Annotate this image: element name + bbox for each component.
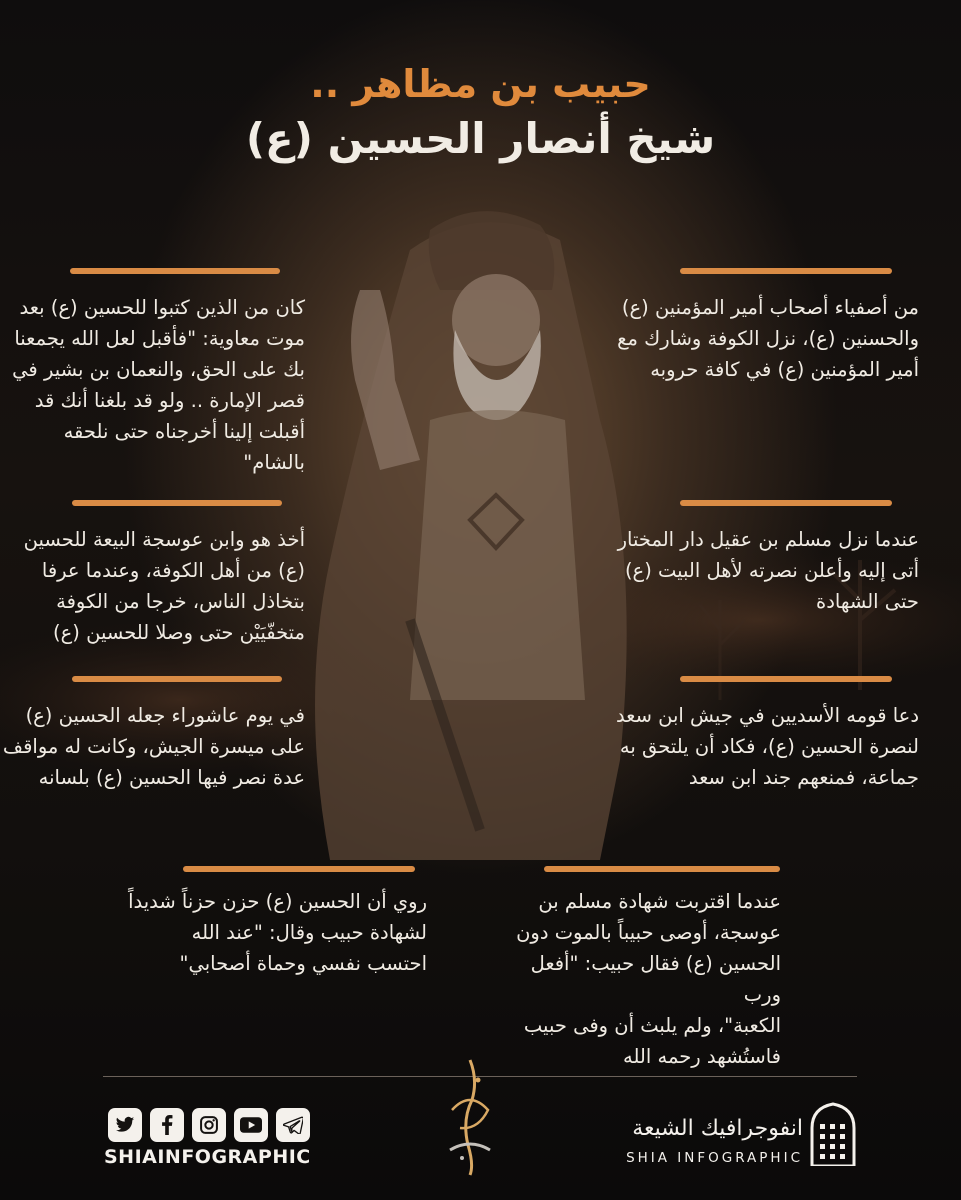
divider-left-3 (72, 676, 282, 682)
text-block-left-3: في يوم عاشوراء جعله الحسين (ع) على ميسرة الجيش، وكانت له مواقف عدة نصر فيها الحسين (ع) بلسانه (2, 704, 305, 789)
center-calligraphy-logo (438, 1050, 502, 1180)
text-block-left-1: كان من الذين كتبوا للحسين (ع) بعد موت معاوية: "فأقبل لعل الله يجمعنا بك على الحق، والنعمان بن بشير في قصر الإمارة .. ولو قد بلغنا أنك قد أقبلت إلينا أخرجناه حتى نلحقه بالشام" (12, 296, 305, 474)
text-block-right-4: عندما اقتربت شهادة مسلم بن عوسجة، أوصى حبيباً بالموت دون الحسين (ع) فقال حبيب: "أفعل ورب الكعبة"، ولم يلبث أن وفى حبيب فاستُشهد رحمه الله (516, 890, 781, 1068)
title-line-2: شيخ أنصار الحسين (ع) (245, 114, 716, 163)
telegram-icon[interactable] (276, 1108, 310, 1142)
divider-right-4 (544, 866, 780, 872)
brand-name-arabic: انفوجرافيك الشيعة (632, 1116, 803, 1141)
brand-name-english: SHIA INFOGRAPHIC (626, 1150, 803, 1166)
divider-left-4 (183, 866, 415, 872)
instagram-icon[interactable] (192, 1108, 226, 1142)
social-icons (108, 1108, 310, 1142)
twitter-icon[interactable] (108, 1108, 142, 1142)
social-handle: SHIAINFOGRAPHIC (104, 1146, 311, 1168)
divider-left-2 (72, 500, 282, 506)
youtube-icon[interactable] (234, 1108, 268, 1142)
text-block-right-3: دعا قومه الأسديين في جيش ابن سعد لنصرة الحسين (ع)، فكاد أن يلتحق به جماعة، فمنعهم جند ابن سعد (615, 704, 919, 789)
title-line-1: حبيب بن مظاهر .. (310, 62, 651, 106)
brand-logo-icon (808, 1102, 858, 1166)
text-block-right-1: من أصفياء أصحاب أمير المؤمنين (ع) والحسنين (ع)، نزل الكوفة وشارك مع أمير المؤمنين (ع) في كافة حروبه (617, 296, 919, 381)
divider-left-1 (70, 268, 280, 274)
text-block-left-4: روي أن الحسين (ع) حزن حزناً شديداً لشهادة حبيب وقال: "عند الله احتسب نفسي وحماة أصحابي" (128, 890, 427, 975)
divider-right-1 (680, 268, 892, 274)
divider-right-3 (680, 676, 892, 682)
facebook-icon[interactable] (150, 1108, 184, 1142)
divider-right-2 (680, 500, 892, 506)
text-block-left-2: أخذ هو وابن عوسجة البيعة للحسين (ع) من أهل الكوفة، وعندما عرفا بتخاذل الناس، خرجا من الكوفة متخفّيَيْن حتى وصلا للحسين (ع) (23, 528, 305, 644)
text-block-right-2: عندما نزل مسلم بن عقيل دار المختار أتى إليه وأعلن نصرته لأهل البيت (ع) حتى الشهادة (617, 528, 919, 613)
